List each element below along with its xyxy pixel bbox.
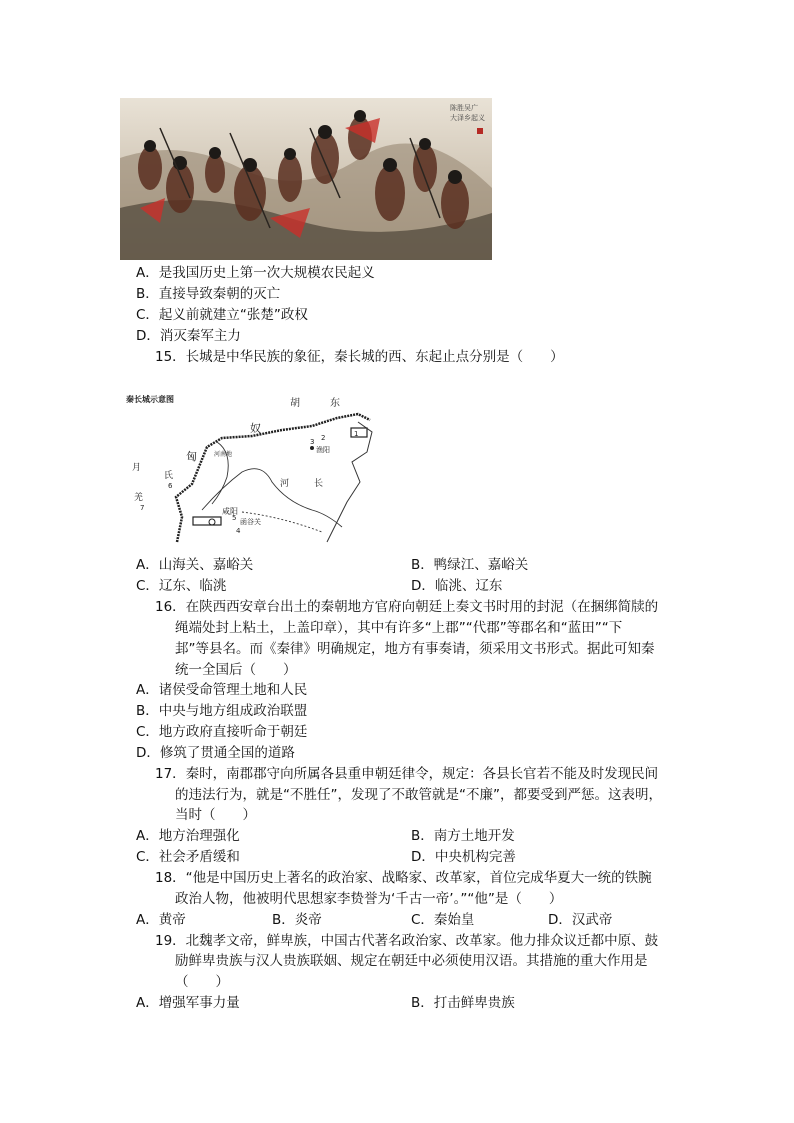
uprising-painting — [120, 98, 492, 260]
q18-option-d[interactable]: D．汉武帝 — [548, 912, 613, 928]
q18-stem-line2: 政治人物，他被明代思想家李贽誉为‘千古一帝’。”“他”是（ ） — [175, 891, 563, 907]
q16-stem-line3: 邽”等县名。而《秦律》明确规定，地方有事奏请，须采用文书形式。据此可知秦 — [175, 641, 655, 657]
map-num-1: 1 — [354, 430, 359, 438]
svg-text:大泽乡起义: 大泽乡起义 — [450, 114, 485, 122]
map-label-hu: 胡 — [290, 398, 300, 409]
q14-option-c[interactable]: C．起义前就建立“张楚”政权 — [136, 307, 308, 323]
q17-stem-line1: 17．秦时，南郡郡守向所属各县重申朝廷律令，规定：各县长官若不能及时发现民间 — [155, 766, 659, 782]
map-label-yue: 月 — [132, 463, 142, 473]
map-label-nu: 奴 — [250, 422, 261, 435]
q14-option-d[interactable]: D．消灭秦军主力 — [136, 328, 241, 344]
map-label-yuyang: 渔阳 — [316, 446, 330, 454]
q14-option-a[interactable]: A．是我国历史上第一次大规模农民起义 — [136, 265, 375, 281]
map-num-2: 2 — [321, 434, 326, 442]
q15-option-d[interactable]: D．临洮、辽东 — [411, 578, 503, 594]
map-label-xianyang: 咸阳 — [222, 507, 238, 516]
q16-option-d[interactable]: D．修筑了贯通全国的道路 — [136, 745, 295, 761]
q18-option-a[interactable]: A．黄帝 — [136, 912, 186, 928]
q16-stem-line1: 16．在陕西西安章台出土的秦朝地方官府向朝廷上奏文书时用的封泥（在捆绑简牍的 — [155, 599, 659, 615]
q16-option-a[interactable]: A．诸侯受命管理土地和人民 — [136, 682, 308, 698]
q16-stem-line2: 绳端处封上粘土，上盖印章），其中有许多“上郡”“代郡”等郡名和“蓝田”“下 — [175, 620, 623, 636]
q18-option-b[interactable]: B．炎帝 — [272, 912, 322, 928]
great-wall-map — [122, 392, 384, 548]
answer-box-west — [193, 517, 221, 525]
q16-stem-line4: 统一全国后（ ） — [175, 662, 297, 678]
q17-option-d[interactable]: D．中央机构完善 — [411, 849, 516, 865]
q17-stem-line3: 当时（ ） — [175, 807, 256, 823]
q15-option-b[interactable]: B．鸭绿江、嘉峪关 — [411, 557, 529, 573]
map-num-4: 4 — [236, 527, 241, 535]
map-num-3: 3 — [310, 438, 315, 446]
q19-option-b[interactable]: B．打击鲜卑贵族 — [411, 995, 515, 1011]
q18-stem-line1: 18．“他是中国历史上著名的政治家、战略家、改革家，首位完成华夏大一统的铁腕 — [155, 870, 652, 886]
q16-option-c[interactable]: C．地方政府直接听命于朝廷 — [136, 724, 308, 740]
q19-stem-line1: 19．北魏孝文帝，鲜卑族，中国古代著名政治家、改革家。他力排众议迁都中原、鼓 — [155, 933, 659, 949]
map-label-dong: 东 — [330, 398, 340, 409]
q19-option-a[interactable]: A．增强军事力量 — [136, 995, 240, 1011]
q18-option-c[interactable]: C．秦始皇 — [411, 912, 475, 928]
q14-option-b[interactable]: B．直接导致秦朝的灭亡 — [136, 286, 281, 302]
map-num-7: 7 — [140, 504, 145, 512]
map-label-shi: 氏 — [164, 471, 174, 481]
q17-option-b[interactable]: B．南方土地开发 — [411, 828, 515, 844]
map-num-5: 5 — [232, 514, 237, 522]
q15-option-a[interactable]: A．山海关、嘉峪关 — [136, 557, 254, 573]
map-title: 秦长城示意图 — [126, 395, 174, 404]
q15-option-c[interactable]: C．辽东、临洮 — [136, 578, 227, 594]
q16-option-b[interactable]: B．中央与地方组成政治联盟 — [136, 703, 308, 719]
map-label-xiong: 匈 — [186, 450, 197, 463]
q17-stem-line2: 的违法行为，就是“不胜任”，发现了不敢管就是“不廉”，都要受到严惩。这表明， — [175, 787, 662, 803]
map-num-6: 6 — [168, 482, 173, 490]
map-label-hanguguan: 函谷关 — [240, 518, 261, 526]
q15-stem: 15．长城是中华民族的象征，秦长城的西、东起止点分别是（ ） — [155, 349, 564, 365]
map-label-he: 河 — [280, 479, 290, 489]
map-label-qiang: 羌 — [134, 493, 144, 503]
q19-stem-line2: 励鲜卑贵族与汉人贵族联姻、规定在朝廷中必须使用汉语。其措施的重大作用是 — [175, 953, 648, 969]
q17-option-c[interactable]: C．社会矛盾缓和 — [136, 849, 240, 865]
q19-stem-line3: （ ） — [175, 974, 229, 990]
q17-option-a[interactable]: A．地方治理强化 — [136, 828, 240, 844]
map-label-henandi: 河南地 — [214, 451, 233, 458]
svg-text:陈胜吴广: 陈胜吴广 — [450, 104, 478, 112]
map-label-chang: 长 — [314, 479, 324, 489]
